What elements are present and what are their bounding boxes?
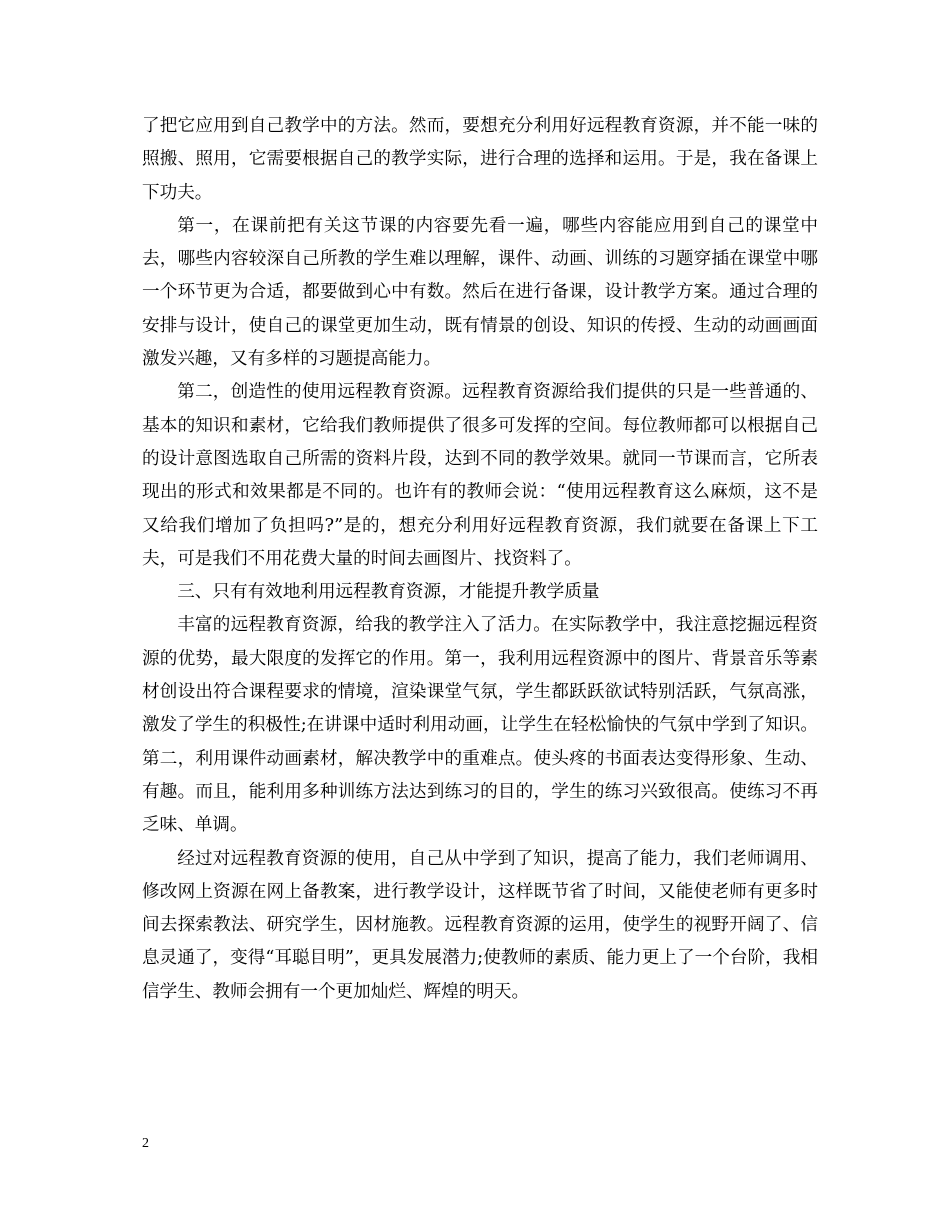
paragraph-rich-resources: 丰富的远程教育资源，给我的教学注入了活力。在实际教学中，我注意挖掘远程资源的优势，最大限度的发挥它的作用。第一，我利用远程资源中的图片、背景音乐等素材创设出符合课程要求的情境，渲染课堂气氛，学生都跃跃欲试特别活跃，气氛高涨，激发了学生的积极性;在讲课中适时利用动画，让学生在轻松愉快的气氛中学到了知识。第二，利用课件动画素材，解决教学中的重难点。使头疼的书面表达变得形象、生动、有趣。而且，能利用多种训练方法达到练习的目的，学生的练习兴致很高。使练习不再乏味、单调。 xyxy=(142,615,818,836)
paragraph-continuation: 了把它应用到自己教学中的方法。然而，要想充分利用好远程教育资源，并不能一味的照搬、照用，它需要根据自己的教学实际，进行合理的选择和运用。于是，我在备课上下功夫。 xyxy=(142,116,818,203)
section-heading: 三、只有有效地利用远程教育资源，才能提升教学质量 xyxy=(177,582,600,603)
page-number: 2 xyxy=(142,1136,149,1151)
paragraph-conclusion: 经过对远程教育资源的使用，自己从中学到了知识，提高了能力，我们老师调用、修改网上资源在网上备教案，进行教学设计，这样既节省了时间，又能使老师有更多时间去探索教法、研究学生，因材施教。远程教育资源的运用，使学生的视野开阔了、信息灵通了，变得“耳聪目明”，更具发展潜力;使教师的素质、能力更上了一个台阶，我相信学生、教师会拥有一个更加灿烂、辉煌的明天。 xyxy=(142,848,818,1002)
paragraph-first-point: 第一，在课前把有关这节课的内容要先看一遍，哪些内容能应用到自己的课堂中去，哪些内容较深自己所教的学生难以理解，课件、动画、训练的习题穿插在课堂中哪一个环节更为合适，都要做到心中有数。然后在进行备课，设计教学方案。通过合理的安排与设计，使自己的课堂更加生动，既有情景的创设、知识的传授、生动的动画画面激发兴趣，又有多样的习题提高能力。 xyxy=(142,215,818,370)
paragraph-second-point: 第二，创造性的使用远程教育资源。远程教育资源给我们提供的只是一些普通的、基本的知识和素材，它给我们教师提供了很多可发挥的空间。每位教师都可以根据自己的设计意图选取自己所需的资料片段，达到不同的教学效果。就同一节课而言，它所表现出的形式和效果都是不同的。也许有的教师会说：“使用远程教育这么麻烦，这不是又给我们增加了负担吗?”是的，想充分利用好远程教育资源，我们就要在备课上下工夫，可是我们不用花费大量的时间去画图片、找资料了。 xyxy=(142,382,818,569)
body-text xyxy=(142,110,818,1009)
